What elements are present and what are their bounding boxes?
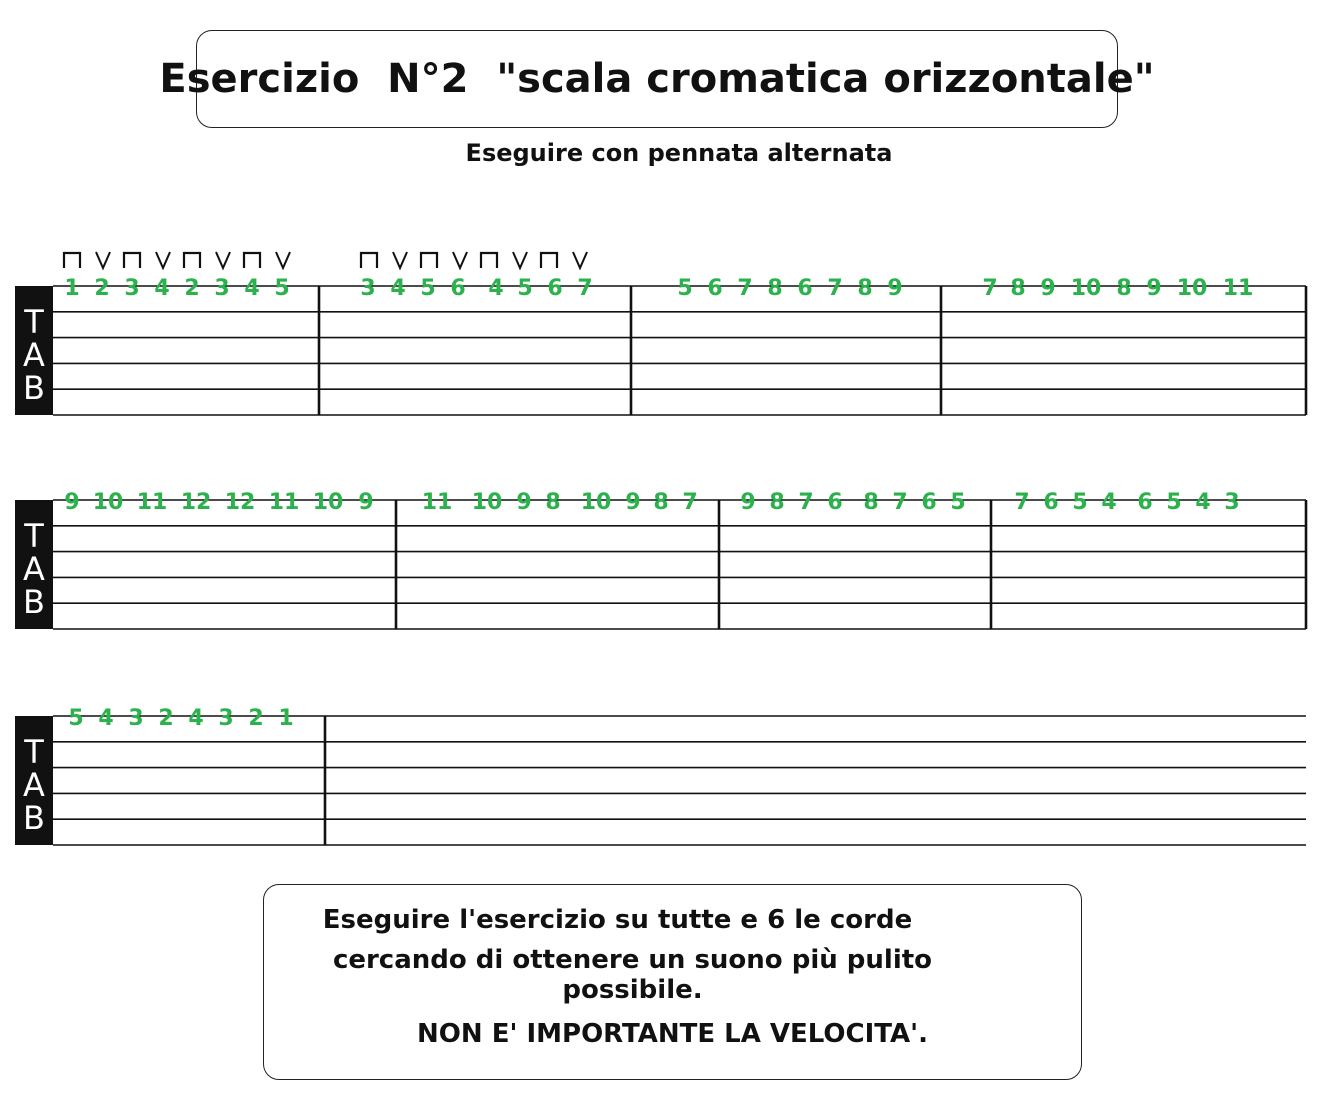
fret-number: 8 [857, 276, 873, 301]
title-box [159, 30, 1155, 128]
fret-number: 6 [797, 276, 813, 301]
fret-number: 5 [68, 706, 84, 731]
instruction-line-2: cercando di ottenere un suono più pulito possibile. [332, 945, 933, 1005]
fret-number: 4 [1101, 490, 1117, 515]
fret-number: 5 [517, 276, 533, 301]
upstroke-icon [96, 252, 110, 268]
fret-number: 6 [707, 276, 723, 301]
fret-number: 9 [625, 490, 641, 515]
fret-number: 12 [180, 490, 212, 515]
upstroke-icon [453, 252, 467, 268]
fret-number: 4 [98, 706, 114, 731]
fret-number: 6 [547, 276, 563, 301]
tab-staff-3 [0, 700, 1328, 860]
tab-staff-2 [0, 484, 1328, 644]
fret-number: 11 [268, 490, 300, 515]
fret-number: 7 [577, 276, 593, 301]
fret-number: 3 [124, 276, 140, 301]
upstroke-icon [513, 252, 527, 268]
fret-number: 4 [488, 276, 504, 301]
downstroke-icon [481, 253, 497, 268]
tab-clef-letter: T [24, 303, 44, 341]
fret-number: 3 [360, 276, 376, 301]
fret-number: 7 [737, 276, 753, 301]
tab-clef-letter: A [23, 550, 45, 588]
fret-number: 4 [390, 276, 406, 301]
fret-number: 2 [184, 276, 200, 301]
fret-number: 4 [188, 706, 204, 731]
fret-number: 6 [450, 276, 466, 301]
fret-number: 10 [580, 490, 612, 515]
fret-number: 9 [516, 490, 532, 515]
fret-number: 7 [682, 490, 698, 515]
tab-clef-letter: B [23, 369, 45, 407]
fret-number: 3 [218, 706, 234, 731]
fret-number: 3 [128, 706, 144, 731]
fret-number: 2 [94, 276, 110, 301]
tab-clef-letter: A [23, 336, 45, 374]
fret-number: 9 [1040, 276, 1056, 301]
fret-number: 7 [1014, 490, 1030, 515]
fret-number: 11 [136, 490, 168, 515]
tab-clef-letter: B [23, 583, 45, 621]
fret-number: 6 [827, 490, 843, 515]
fret-number: 3 [214, 276, 230, 301]
fret-number: 11 [1222, 276, 1254, 301]
fret-number: 6 [1137, 490, 1153, 515]
fret-number: 9 [358, 490, 374, 515]
tab-clef-letter: T [24, 517, 44, 555]
subtitle: Eseguire con pennata alternata [465, 139, 893, 167]
downstroke-icon [124, 253, 140, 268]
instructions-box [263, 884, 1082, 1080]
fret-number: 7 [827, 276, 843, 301]
fret-number: 11 [421, 490, 453, 515]
fret-number: 8 [545, 490, 561, 515]
upstroke-icon [156, 252, 170, 268]
fret-number: 4 [244, 276, 260, 301]
tab-clef-letter: B [23, 799, 45, 837]
downstroke-icon [361, 253, 377, 268]
fret-number: 8 [769, 490, 785, 515]
fret-number: 5 [1072, 490, 1088, 515]
upstroke-icon [276, 252, 290, 268]
upstroke-icon [393, 252, 407, 268]
fret-number: 1 [64, 276, 80, 301]
fret-number: 1 [278, 706, 294, 731]
downstroke-icon [421, 253, 437, 268]
fret-number: 7 [892, 490, 908, 515]
page-title: Esercizio N°2 "scala cromatica orizzontale" [159, 56, 1155, 102]
fret-number: 6 [921, 490, 937, 515]
fret-number: 3 [1224, 490, 1240, 515]
instruction-warning: NON E' IMPORTANTE LA VELOCITA'. [417, 1019, 928, 1049]
tab-clef-letter: T [24, 733, 44, 771]
fret-number: 9 [1146, 276, 1162, 301]
fret-number: 10 [312, 490, 344, 515]
fret-number: 8 [1010, 276, 1026, 301]
fret-number: 5 [1166, 490, 1182, 515]
fret-number: 5 [677, 276, 693, 301]
instruction-line-1: Eseguire l'esercizio su tutte e 6 le corde [322, 905, 913, 935]
fret-number: 4 [154, 276, 170, 301]
fret-number: 5 [420, 276, 436, 301]
downstroke-icon [184, 253, 200, 268]
fret-number: 10 [1070, 276, 1102, 301]
fret-number: 9 [64, 490, 80, 515]
fret-number: 4 [1195, 490, 1211, 515]
tab-clef-letter: A [23, 766, 45, 804]
fret-number: 8 [653, 490, 669, 515]
fret-number: 5 [950, 490, 966, 515]
fret-number: 10 [471, 490, 503, 515]
fret-number: 12 [224, 490, 256, 515]
fret-number: 9 [887, 276, 903, 301]
fret-number: 8 [863, 490, 879, 515]
fret-number: 9 [740, 490, 756, 515]
tab-staff-1 [0, 236, 1328, 426]
fret-number: 5 [274, 276, 290, 301]
fret-number: 6 [1043, 490, 1059, 515]
upstroke-icon [573, 252, 587, 268]
upstroke-icon [216, 252, 230, 268]
fret-number: 2 [248, 706, 264, 731]
downstroke-icon [244, 253, 260, 268]
fret-number: 7 [798, 490, 814, 515]
fret-number: 2 [158, 706, 174, 731]
fret-number: 8 [1116, 276, 1132, 301]
fret-number: 10 [1176, 276, 1208, 301]
fret-number: 7 [982, 276, 998, 301]
fret-number: 8 [767, 276, 783, 301]
downstroke-icon [541, 253, 557, 268]
downstroke-icon [64, 253, 80, 268]
fret-number: 10 [92, 490, 124, 515]
